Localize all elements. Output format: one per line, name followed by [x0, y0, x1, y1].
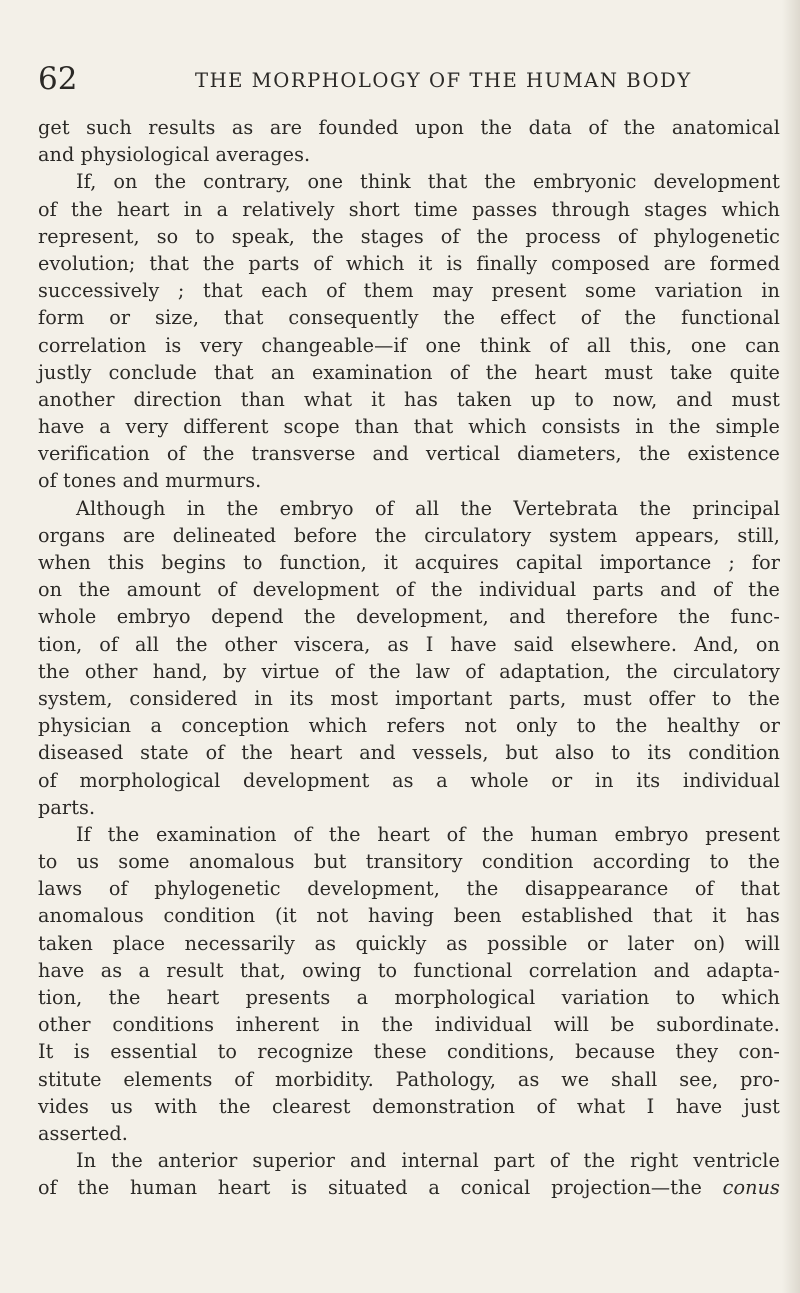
body-text: [38, 114, 780, 1202]
text-line: evolution; that the parts of which it is finally composed are formed: [38, 251, 780, 275]
text-line: tion, of all the other viscera, as I have said elsewhere. And, on: [38, 632, 780, 656]
text-line: get such results as are founded upon the data of the anatomical: [38, 116, 780, 139]
text-line: Although in the embryo of all the Vertebrata the principal: [76, 496, 780, 520]
text-line: In the anterior superior and internal part of the right ventricle: [76, 1149, 780, 1173]
text-line-final-body: of the human heart is situated a conical projection—the: [38, 1176, 702, 1200]
text-line: the other hand, by virtue of the law of adaptation, the circulatory: [38, 659, 780, 683]
text-line: physician a conception which refers not only to the healthy or: [38, 714, 780, 738]
text-line: taken place necessarily as quickly as possible or later on) will: [38, 931, 780, 955]
text-line: stitute elements of morbidity. Pathology, as we shall see, pro-: [38, 1067, 780, 1091]
text-line: on the amount of development of the individual parts and of the: [38, 578, 780, 602]
page-number: 62: [38, 61, 78, 97]
text-line: laws of phylogenetic development, the disappearance of that: [38, 877, 780, 901]
text-line: of morphological development as a whole or in its individual: [38, 768, 780, 792]
text-line: other conditions inherent in the individual will be subordinate.: [38, 1013, 780, 1037]
text-line: to us some anomalous but transitory condition according to the: [38, 850, 780, 874]
italic-term-conus: conus: [722, 1176, 780, 1200]
text-line: parts.: [38, 795, 96, 819]
text-line: If, on the contrary, one think that the embryonic development: [76, 170, 780, 194]
text-line: successively ; that each of them may present some variation in: [38, 279, 780, 303]
text-line: If the examination of the heart of the human embryo present: [76, 822, 780, 846]
page-header: [38, 60, 780, 100]
text-line: anomalous condition (it not having been established that it has: [38, 904, 780, 928]
text-line: whole embryo depend the development, and therefore the func-: [38, 605, 780, 629]
page-gutter-shadow: [782, 0, 800, 1293]
text-line: and physiological averages.: [38, 143, 311, 167]
text-line: verification of the transverse and vertical diameters, the existence: [38, 442, 780, 466]
text-line: form or size, that consequently the effect of the functional: [38, 306, 780, 330]
text-line: vides us with the clearest demonstration of what I have just: [38, 1094, 780, 1118]
text-line: correlation is very changeable—if one think of all this, one can: [38, 333, 780, 357]
text-line: system, considered in its most important parts, must offer to the: [38, 686, 780, 710]
text-line: of tones and murmurs.: [38, 469, 262, 493]
text-line: asserted.: [38, 1121, 129, 1145]
running-title: THE MORPHOLOGY OF THE HUMAN BODY: [195, 69, 692, 92]
text-line: diseased state of the heart and vessels, but also to its condition: [38, 741, 780, 765]
text-line: have a very different scope than that which consists in the simple: [38, 415, 780, 439]
text-line: It is essential to recognize these conditions, because they con-: [38, 1040, 780, 1064]
text-line: organs are delineated before the circulatory system appears, still,: [38, 523, 780, 547]
text-line: when this begins to function, it acquires capital importance ; for: [38, 551, 780, 574]
text-line: justly conclude that an examination of the heart must take quite: [38, 360, 780, 384]
text-line: represent, so to speak, the stages of the process of phylogenetic: [38, 224, 780, 248]
text-line: of the heart in a relatively short time passes through stages which: [38, 197, 780, 221]
text-line-final: [38, 1174, 780, 1201]
text-line: have as a result that, owing to functional correlation and adapta-: [38, 958, 780, 982]
text-line: tion, the heart presents a morphological variation to which: [38, 986, 780, 1009]
text-line: another direction than what it has taken up to now, and must: [38, 387, 780, 411]
